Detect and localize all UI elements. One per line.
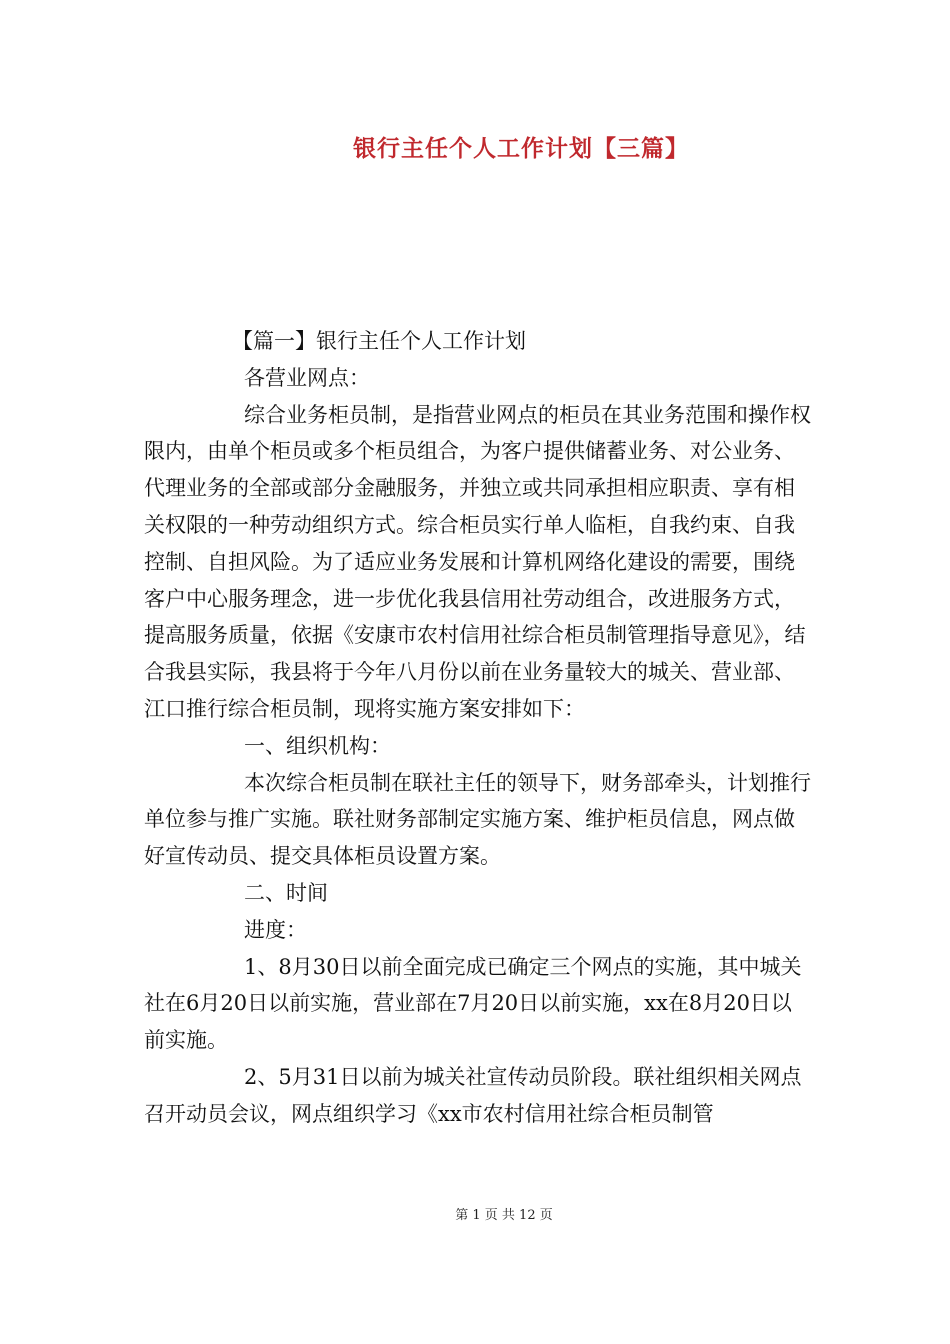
paragraph-organization: 本次综合柜员制在联社主任的领导下，财务部牵头，计划推行单位参与推广实施。联社财务部制定实施方案、维护柜员信息，网点做好宣传动员、提交具体柜员设置方案。 [144,770,811,869]
paragraph-item-2: 2、5月31日以前为城关社宣传动员阶段。联社组织相关网点召开动员会议，网点组织学习《xx市农村信用社综合柜员制管 [144,1064,802,1126]
paragraph-intro: 综合业务柜员制，是指营业网点的柜员在其业务范围和操作权限内，由单个柜员或多个柜员组合，为客户提供储蓄业务、对公业务、代理业务的全部或部分金融服务，并独立或共同承担相应职责、享有相关权限的一种劳动组织方式。综合柜员实行单人临柜，自我约束、自我控制、自担风险。为了适应业务发展和计算机网络化建设的需要，围绕客户中心服务理念，进一步优化我县信用社劳动组合，改进服务方式，提高服务质量，依据《安康市农村信用社综合柜员制管理指导意见》，结合我县实际，我县将于今年八月份以前在业务量较大的城关、营业部、江口推行综合柜员制，现将实施方案安排如下： [144,402,811,721]
page-number: 第 1 页 共 12 页 [455,1208,553,1223]
paragraph-progress-label: 进度： [244,917,307,942]
paragraph-heading-time: 二、时间 [244,880,328,905]
document-body [144,323,812,1133]
paragraph-item-1: 1、8月30日以前全面完成已确定三个网点的实施，其中城关社在6月20日以前实施，营业部在7月20日以前实施，xx在8月20日以前实施。 [144,954,802,1053]
document-title: 银行主任个人工作计划【三篇】 [353,135,689,162]
section-heading: 【篇一】银行主任个人工作计划 [232,329,526,353]
paragraph-salutation: 各营业网点： [244,365,370,390]
paragraph-heading-organization: 一、组织机构： [244,733,391,758]
